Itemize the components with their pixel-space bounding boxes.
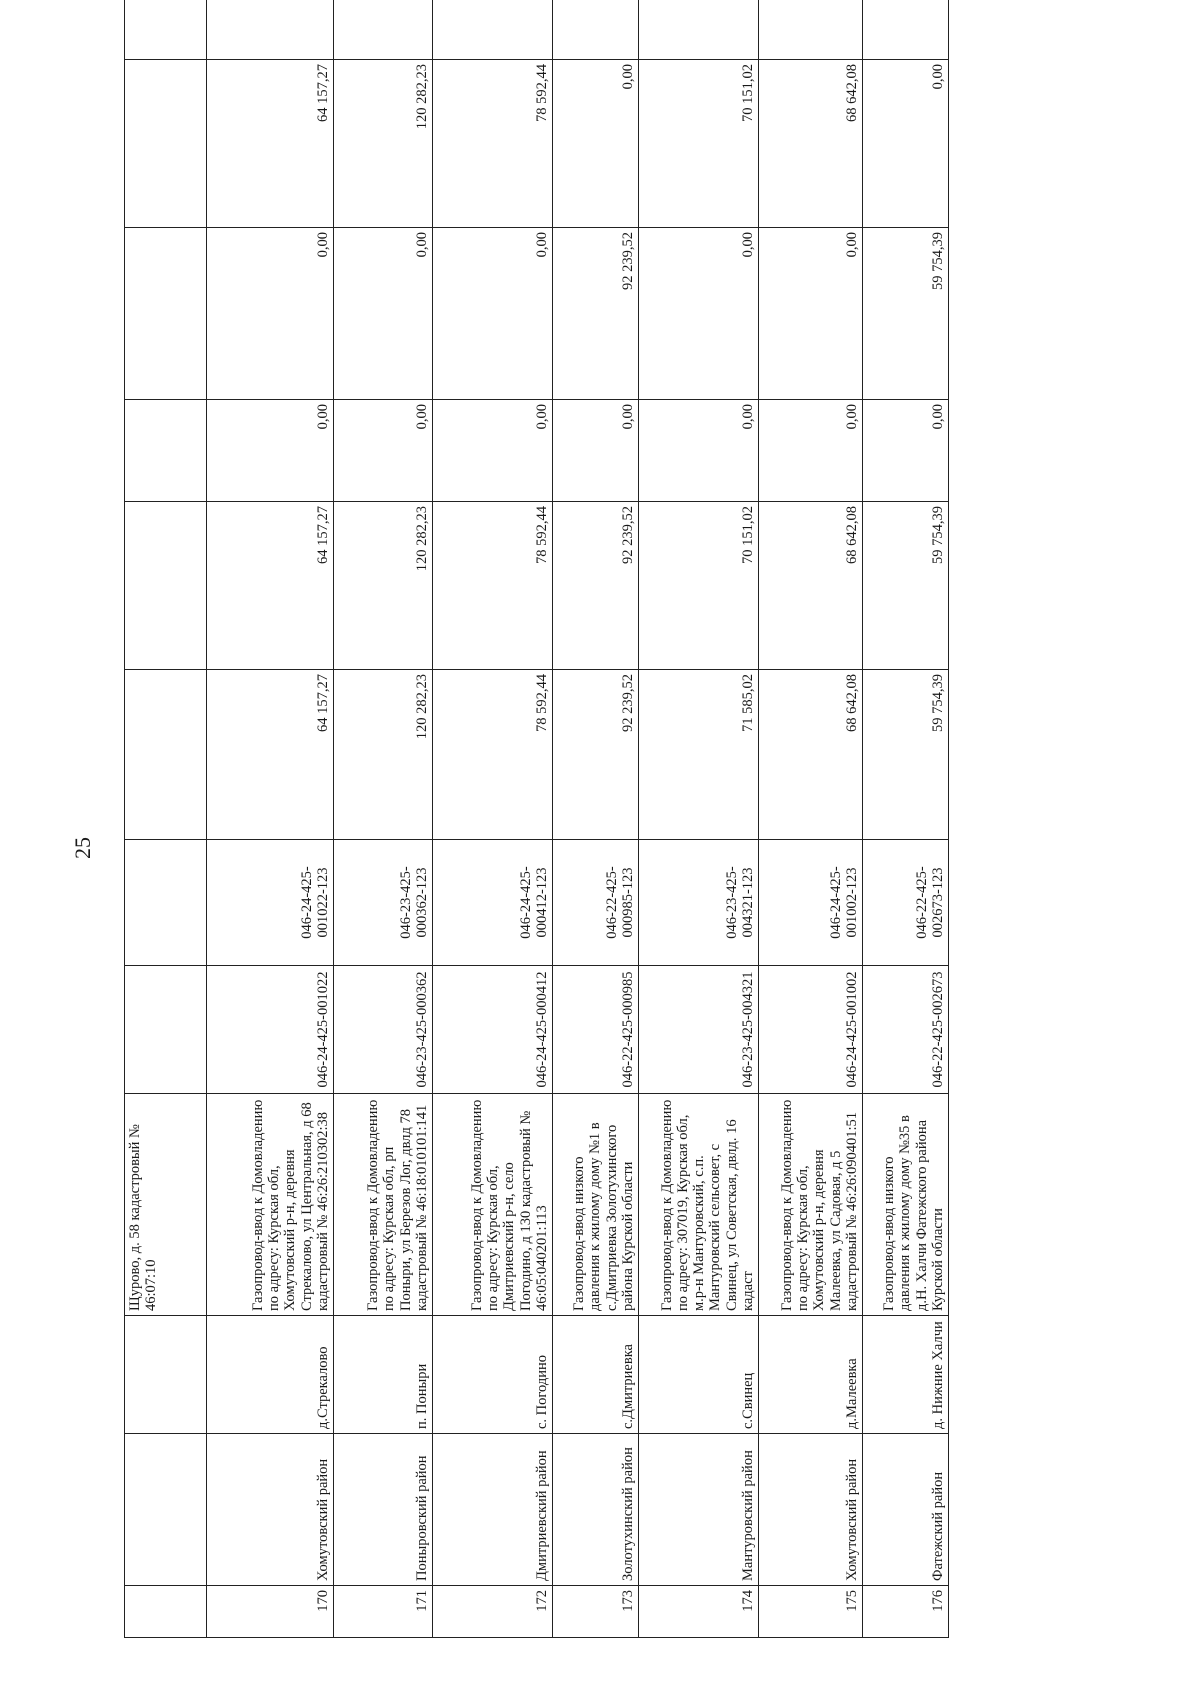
value-cell: 78 592,44 — [433, 502, 553, 670]
full-code-cell: 046-22-425-002673-123 — [863, 840, 949, 966]
table-wrapper — [124, 58, 1024, 1638]
row-number: 173 — [553, 1586, 639, 1638]
table-cell — [125, 966, 207, 1094]
value-cell — [863, 0, 949, 60]
district-cell: Золотухинский район — [553, 1434, 639, 1586]
table-cell — [125, 840, 207, 966]
value-cell: 0,00 — [639, 228, 759, 400]
code-cell: 046-24-425-000412 — [433, 966, 553, 1094]
table-row — [863, 0, 949, 1638]
settlement-cell: д.Малеевка — [759, 1316, 863, 1434]
code-cell: 046-22-425-002673 — [863, 966, 949, 1094]
value-cell — [759, 0, 863, 60]
district-cell: Хомутовский район — [759, 1434, 863, 1586]
full-code-cell: 046-24-425-001022-123 — [207, 840, 334, 966]
full-code-cell: 046-23-425-000362-123 — [334, 840, 433, 966]
value-cell: 0,00 — [207, 400, 334, 502]
table-cell — [125, 1586, 207, 1638]
value-cell: 68 642,08 — [759, 670, 863, 840]
table-cell — [125, 0, 207, 60]
table-body — [125, 0, 949, 1638]
code-cell: 046-23-425-004321 — [639, 966, 759, 1094]
value-cell: 78 592,44 — [433, 60, 553, 228]
value-cell: 59 754,39 — [863, 228, 949, 400]
value-cell — [207, 0, 334, 60]
value-cell: 0,00 — [863, 60, 949, 228]
value-cell: 0,00 — [207, 228, 334, 400]
table-row — [759, 0, 863, 1638]
value-cell: 0,00 — [553, 400, 639, 502]
table-row — [207, 0, 334, 1638]
description-cell: Газопровод-ввод низкого давления к жилому дому №1 в с.Дмитриевка Золотухинского района Курской области — [553, 1094, 639, 1316]
settlement-cell: д. Нижние Халчи — [863, 1316, 949, 1434]
value-cell: 0,00 — [334, 228, 433, 400]
full-code-cell: 046-23-425-004321-123 — [639, 840, 759, 966]
value-cell: 71 585,02 — [639, 670, 759, 840]
settlement-cell: с.Свинец — [639, 1316, 759, 1434]
table-cell — [125, 502, 207, 670]
value-cell — [433, 0, 553, 60]
value-cell: 70 151,02 — [639, 502, 759, 670]
district-cell: Хомутовский район — [207, 1434, 334, 1586]
district-cell: Поныровский район — [334, 1434, 433, 1586]
table-cell — [125, 400, 207, 502]
description-cell: Газопровод-ввод к Домовладению по адресу: Курская обл, Хомутовский р-н, деревня Малеевка, ул Садовая, д 5 кадастровый № 46:26:090401:51 — [759, 1094, 863, 1316]
page-number: 25 — [70, 837, 95, 859]
table-row — [639, 0, 759, 1638]
value-cell: 68 642,08 — [759, 502, 863, 670]
value-cell: 70 151,02 — [639, 60, 759, 228]
description-cell: Газопровод-ввод к Домовладению по адресу: Курская обл, рп Поныри, ул Березов Лог, двлд 78 кадастровый № 46:18:010101:141 — [334, 1094, 433, 1316]
value-cell: 0,00 — [759, 228, 863, 400]
settlement-cell: д.Стрекалово — [207, 1316, 334, 1434]
settlement-cell: с.Дмитриевка — [553, 1316, 639, 1434]
value-cell: 59 754,39 — [863, 670, 949, 840]
value-cell: 0,00 — [639, 400, 759, 502]
value-cell: 92 239,52 — [553, 670, 639, 840]
code-cell: 046-24-425-001022 — [207, 966, 334, 1094]
table-cell — [125, 228, 207, 400]
table-row — [433, 0, 553, 1638]
value-cell: 0,00 — [759, 400, 863, 502]
value-cell: 64 157,27 — [207, 502, 334, 670]
row-number: 170 — [207, 1586, 334, 1638]
district-cell: Мантуровский район — [639, 1434, 759, 1586]
value-cell: 92 239,52 — [553, 228, 639, 400]
row-number: 175 — [759, 1586, 863, 1638]
description-cell: Газопровод-ввод к Домовладению по адресу: 307019, Курская обл, м.р-н Мантуровский, с.п. Мантуровский сельсовет, с Свинец, ул Советская, двлд. 16 кадаст — [639, 1094, 759, 1316]
settlement-cell: с. Погодино — [433, 1316, 553, 1434]
row-number: 172 — [433, 1586, 553, 1638]
value-cell — [334, 0, 433, 60]
value-cell: 0,00 — [863, 400, 949, 502]
value-cell: 0,00 — [553, 60, 639, 228]
table-cell — [125, 1316, 207, 1434]
value-cell: 59 754,39 — [863, 502, 949, 670]
continuation-row — [125, 0, 207, 1638]
row-number: 171 — [334, 1586, 433, 1638]
table-cell — [125, 60, 207, 228]
district-cell: Фатежский район — [863, 1434, 949, 1586]
full-code-cell: 046-24-425-001002-123 — [759, 840, 863, 966]
value-cell — [553, 0, 639, 60]
description-cell: Газопровод-ввод к Домовладению по адресу: Курская обл, Хомутовский р-н, деревня Стрекалово, ул Центральная, д 68 кадастровый № 46:26:210302:38 — [207, 1094, 334, 1316]
value-cell: 120 282,23 — [334, 670, 433, 840]
value-cell: 78 592,44 — [433, 670, 553, 840]
full-code-cell: 046-24-425-000412-123 — [433, 840, 553, 966]
table-cell — [125, 670, 207, 840]
full-code-cell: 046-22-425-000985-123 — [553, 840, 639, 966]
row-number: 176 — [863, 1586, 949, 1638]
value-cell — [639, 0, 759, 60]
value-cell: 64 157,27 — [207, 60, 334, 228]
value-cell: 64 157,27 — [207, 670, 334, 840]
registry-table — [124, 0, 949, 1638]
table-row — [553, 0, 639, 1638]
settlement-cell: п. Поныри — [334, 1316, 433, 1434]
row-number: 174 — [639, 1586, 759, 1638]
description-cell: Газопровод-ввод низкого давления к жилому дому №35 в д.Н. Халчи Фатежского района Курской области — [863, 1094, 949, 1316]
value-cell: 92 239,52 — [553, 502, 639, 670]
value-cell: 0,00 — [433, 400, 553, 502]
value-cell: 0,00 — [334, 400, 433, 502]
value-cell: 120 282,23 — [334, 502, 433, 670]
table-cell — [125, 1434, 207, 1586]
code-cell: 046-23-425-000362 — [334, 966, 433, 1094]
continuation-description: Щурово, д. 58 кадастровый № 46:07:10 — [125, 1094, 207, 1316]
description-cell: Газопровод-ввод к Домовладению по адресу: Курская обл, Дмитриевский р-н, село Погодино, д 130 кадастровый № 46:05:040201:113 — [433, 1094, 553, 1316]
code-cell: 046-22-425-000985 — [553, 966, 639, 1094]
value-cell: 0,00 — [433, 228, 553, 400]
value-cell: 68 642,08 — [759, 60, 863, 228]
value-cell: 120 282,23 — [334, 60, 433, 228]
district-cell: Дмитриевский район — [433, 1434, 553, 1586]
code-cell: 046-24-425-001002 — [759, 966, 863, 1094]
table-row — [334, 0, 433, 1638]
